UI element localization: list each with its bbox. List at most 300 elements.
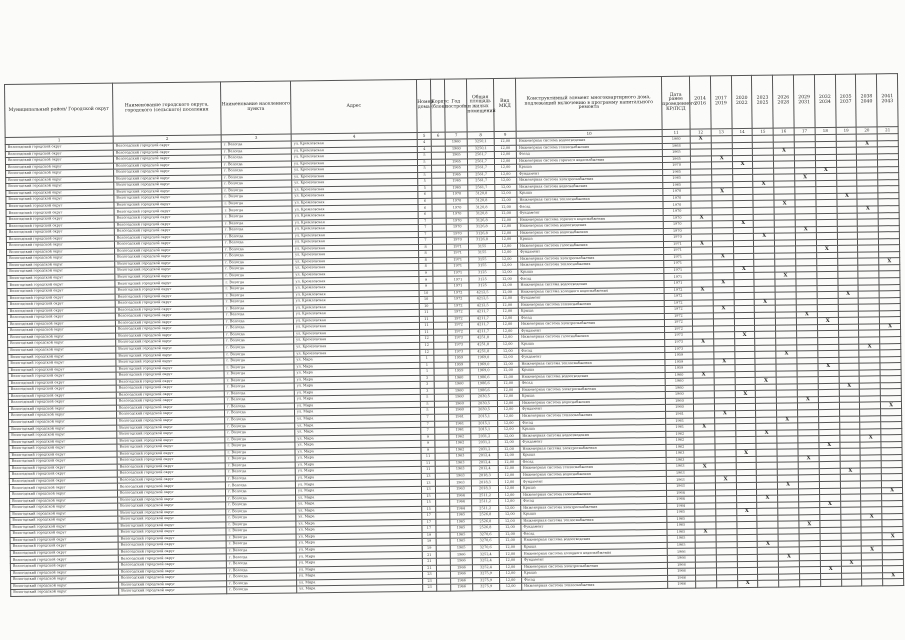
table-cell: Фасад [517,202,663,210]
table-cell: 1960 [445,139,467,146]
table-cell: Вологодский городской округ [9,451,117,459]
table-cell: 1965 [663,182,691,189]
table-cell: Фундамент [521,523,667,531]
period-mark-cell: X [737,581,758,588]
table-cell: 4212,5 [469,302,496,309]
table-cell: ул. Мира [296,519,422,527]
table-cell: 1970 [446,237,468,244]
table-cell: Вологодский городской округ [10,562,118,570]
table-cell: Вологодский городской округ [116,371,224,379]
table-cell: 1972 [447,303,469,310]
table-cell: 3126,8 [468,237,495,244]
column-number-cell: 11 [662,129,690,136]
table-cell: Крыша [520,451,666,459]
table-cell: г. Вологда [224,344,294,351]
table-cell: Вологодский городской округ [115,286,223,294]
table-cell: 10 [419,290,433,297]
table-cell: 1970 [446,198,468,205]
table-cell: Вологодский городской округ [118,561,226,569]
table-cell: Инженерная система водоснабжения [517,228,663,236]
column-number-cell: 16 [773,128,794,135]
column-number-cell: 13 [711,129,732,136]
table-cell: Вологодский городской округ [118,528,226,536]
table-cell: Вологодский городской округ [5,150,113,158]
table-cell: 1959 [448,361,470,368]
table-cell: Фундамент [518,248,664,256]
table-cell: Вологодский городской округ [114,181,222,189]
table-cell: 4251,8 [470,341,497,348]
table-cell: 1960 [665,405,693,412]
table-cell: Вологодский городской округ [114,168,222,176]
table-cell: 2561,7 [467,158,494,165]
table-cell: 1973 [665,339,693,346]
table-cell: 13 [421,473,435,480]
table-cell: Вологодский городской округ [117,436,225,444]
table-cell: 7 [418,231,432,238]
table-cell: 12,00 [497,394,519,401]
table-cell: Вологодский городской округ [115,319,223,327]
table-cell: 2018,3 [471,472,498,479]
period-mark-cell [800,580,821,587]
table-cell: 1965 [445,152,467,159]
table-cell: 12,00 [495,223,517,230]
table-cell: Вологодский городской округ [5,156,113,164]
table-cell: 1972 [664,293,692,300]
table-cell: 12,00 [498,472,520,479]
table-cell: ул. Мира [295,427,421,435]
table-cell: 2526,8 [472,525,499,532]
table-cell: Вологодский городской округ [10,510,118,518]
table-cell: 15 [422,499,436,506]
table-cell: Крыша [519,392,665,400]
table-cell: ул. Кремлевская [291,139,417,147]
table-cell: 9 [421,434,435,441]
table-cell: 2030,5 [470,407,497,414]
table-cell: Фасад [516,150,662,158]
period-mark-cell [883,579,904,586]
table-cell: г. Вологда [226,560,296,567]
table-cell: г. Вологда [225,455,295,462]
table-cell: Вологодский городской округ [11,588,119,596]
table-cell: 1970 [663,215,691,222]
table-cell: 1960 [448,394,470,401]
table-cell: ул. Мира [295,441,421,449]
table-cell: Вологодский городской округ [8,359,116,367]
table-cell: Вологодский городской округ [113,142,221,150]
table-cell: Вологодский городской округ [7,261,115,269]
table-cell: ул. Мира [296,545,422,553]
table-cell: 1963 [449,486,471,493]
table-cell: г. Вологда [227,586,297,593]
table-cell: 3275,9 [472,571,499,578]
table-cell: г. Вологда [222,206,292,213]
table-cell: 3 [420,388,434,395]
period-mark-cell: X [777,416,798,423]
period-mark-cell: X [778,554,799,561]
table-cell: 2031,2 [471,433,498,440]
table-cell: Вологодский городской округ [9,464,117,472]
table-cell: 1966 [667,549,695,556]
period-mark-cell: X [778,482,799,489]
table-cell: 2526,8 [472,518,499,525]
table-cell: г. Вологда [223,252,293,259]
table-cell: Вологодский городской округ [113,148,221,156]
table-cell: Инженерная система горячего водоснабжения [516,156,662,164]
table-cell: Вологодский городской округ [10,549,118,557]
table-cell: Фасад [521,497,667,505]
table-cell: 7 [421,414,435,421]
table-cell: Вологодский городской округ [116,384,224,392]
table-cell: Вологодский городской округ [118,548,226,556]
table-cell: Инженерная система теплоснабжения [517,195,663,203]
table-cell: 1964 [667,503,695,510]
column-header: Корпус (блок) [430,79,445,132]
table-cell: г. Вологда [222,167,292,174]
table-cell: Крыша [517,189,663,197]
table-cell: 12,00 [497,387,519,394]
table-cell: г. Вологда [226,495,296,502]
scanned-table-sheet [4,73,904,636]
capital-repair-table [4,73,904,597]
table-cell: г. Вологда [222,193,292,200]
period-mark-cell: X [861,514,882,521]
table-cell: Вологодский городской округ [117,469,225,477]
table-cell: 1961 [449,414,471,421]
table-cell: 1973 [448,335,470,342]
table-cell: 12,00 [496,302,518,309]
table-cell: г. Вологда [224,364,294,371]
table-cell: 12,00 [494,151,516,158]
table-cell: ул. Мира [296,572,422,580]
table-cell: Вологодский городской округ [10,536,118,544]
column-header: 2020 2022 [731,75,752,128]
table-cell: 8 [418,244,432,251]
table-cell: 1965 [450,525,472,532]
table-cell: Инженерная система водоснабжения [517,182,663,190]
table-cell: 3270,6 [472,544,499,551]
table-cell: 1960 [665,398,693,405]
table-cell: Вологодский городской округ [6,222,114,230]
table-cell: 1972 [447,316,469,323]
table-cell: 12,00 [498,426,520,433]
table-cell: 2018,3 [471,485,498,492]
table-cell: 23 [422,571,436,578]
period-mark-cell: X [796,311,817,318]
table-cell: Вологодский городской округ [6,209,114,217]
table-cell: Вологодский городской округ [115,279,223,287]
table-cell: 1970 [446,204,468,211]
table-cell: 19 [422,545,436,552]
table-cell: 1971 [447,263,469,270]
table-cell: ул. Мира [296,552,422,560]
table-cell: Вологодский городской округ [10,569,118,577]
table-cell: 12,00 [499,524,521,531]
table-cell: г. Вологда [222,180,292,187]
period-mark-cell: X [715,476,736,483]
table-cell: 15 [422,506,436,513]
table-cell: 12,00 [496,295,518,302]
table-cell: Вологодский городской округ [7,287,115,295]
table-cell: 6 [418,205,432,212]
table-cell: 1963 [666,477,694,484]
table-cell: г. Вологда [226,527,296,534]
table-cell: 3126,8 [468,224,495,231]
table-cell: г. Вологда [226,534,296,541]
table-cell: ул. Кремлевская [293,277,419,285]
table-cell: ул. Мира [295,447,421,455]
table-cell: 12,00 [496,256,518,263]
table-cell: 5 [420,395,434,402]
column-header: Дата ранее проведенного КР/ПСД [661,76,690,129]
table-cell: г. Вологда [226,521,296,528]
table-cell: г. Вологда [225,488,295,495]
table-cell: Вологодский городской округ [117,456,225,464]
table-cell: 1969,0 [470,368,497,375]
table-cell: Вологодский городской округ [115,266,223,274]
table-cell: г. Вологда [221,141,291,148]
table-cell: 12,00 [496,289,518,296]
table-cell: Фасад [520,457,666,465]
table-cell: 10 [419,296,433,303]
period-mark-cell: X [883,572,904,579]
table-cell: 2018,3 [471,479,498,486]
table-cell: Вологодский городской округ [8,379,116,387]
table-cell: 21 [422,552,436,559]
table-cell: 1959 [665,359,693,366]
period-mark-cell [841,579,862,586]
table-cell: Вологодский городской округ [9,444,117,452]
table-cell: 1963 [666,470,694,477]
table-cell: 1972 [664,319,692,326]
table-cell: г. Вологда [225,416,295,423]
table-cell: 3270,6 [472,531,499,538]
table-cell: 1965 [450,532,472,539]
period-mark-cell: X [713,306,734,313]
table-cell: Вологодский городской округ [115,299,223,307]
table-cell: Вологодский городской округ [113,161,221,169]
table-cell: Вологодский городской округ [117,482,225,490]
table-cell: г. Вологда [222,233,292,240]
table-cell: Вологодский городской округ [8,340,116,348]
column-number-cell: 2 [113,135,221,143]
table-cell: 1965 [663,169,691,176]
table-cell: ул. Кремлевская [293,283,419,291]
table-cell: 1973 [448,348,470,355]
table-cell: 12,00 [497,374,519,381]
table-cell: ул. Мира [296,506,422,514]
table-cell: 1972 [664,287,692,294]
column-number-cell: 20 [856,127,877,134]
table-cell: 12,00 [498,413,520,420]
table-cell: Фасад [518,274,664,282]
table-cell: г. Вологда [225,468,295,475]
period-mark-cell: X [819,501,840,508]
table-cell: Фундамент [517,169,663,177]
table-cell: 1965 [446,185,468,192]
table-cell: ул. Кремлевская [292,218,418,226]
table-cell: 1986,6 [470,374,497,381]
period-mark-cell: X [755,299,776,306]
table-cell: 5 [418,179,432,186]
column-header: Адрес [290,79,417,134]
table-cell: Инженерная система водоснабжения [519,398,665,406]
table-cell: Вологодский городской округ [7,248,115,256]
table-cell: Вологодский городской округ [114,175,222,183]
period-mark-cell: X [775,272,796,279]
table-cell: Инженерная система теплоснабжения [518,300,664,308]
period-mark-cell: X [816,246,837,253]
table-cell: 12,00 [495,230,517,237]
table-cell: 1972 [448,329,470,336]
table-cell: ул. Кремлевская [293,270,419,278]
period-mark-cell: X [734,332,755,339]
table-cell: ул. Кремлевская [292,179,418,187]
period-mark-cell: X [836,193,857,200]
table-cell: 5 [418,165,432,172]
table-cell: г. Вологда [224,337,294,344]
table-cell: 5 [420,408,434,415]
table-cell: 7 [418,237,432,244]
table-cell: 1964 [667,490,695,497]
table-cell: ул. Мира [295,486,421,494]
table-cell: 1960 [448,375,470,382]
period-mark-cell: X [711,155,732,162]
table-cell: 1969,0 [470,361,497,368]
table-cell: 3275,9 [473,584,500,591]
table-cell: 12 [420,336,434,343]
table-cell: 12,00 [499,518,521,525]
table-cell: ул. Кремлевская [294,342,420,350]
period-mark-cell: X [840,468,861,475]
table-cell: ул. Мира [295,414,421,422]
column-header: 2035 2037 [835,74,856,127]
table-cell: 1966 [668,575,696,582]
table-cell: Вологодский городской округ [10,523,118,531]
table-cell: 1970 [663,188,691,195]
period-mark-cell: X [818,363,839,370]
table-cell: 2012,4 [471,466,498,473]
table-cell: Инженерная система теплоснабжения [520,411,666,419]
table-cell: г. Вологда [222,213,292,220]
column-header: Наименование населенного пункта [220,81,291,135]
table-cell: 1965 [450,512,472,519]
table-cell: г. Вологда [225,449,295,456]
period-mark-cell: X [795,226,816,233]
table-cell: 12,00 [498,459,520,466]
table-cell: ул. Мира [296,565,422,573]
table-cell: Вологодский городской округ [6,215,114,223]
table-cell: 5 [418,185,432,192]
period-mark-cell: X [774,200,795,207]
table-cell: 1962 [666,431,694,438]
table-cell: Вологодский городской округ [115,273,223,281]
table-cell: Вологодский городской округ [114,220,222,228]
table-cell: Вологодский городской округ [119,580,227,588]
table-cell: 12,00 [497,328,519,335]
table-cell: 1965 [450,545,472,552]
table-cell: 7 [421,427,435,434]
table-cell: 1965 [446,165,468,172]
table-cell: Вологодский городской округ [8,366,116,374]
table-cell: Вологодский городской округ [116,338,224,346]
table-cell: Вологодский городской округ [115,260,223,268]
table-cell: Инженерная система теплоснабжения [518,261,664,269]
table-cell: 12,00 [496,250,518,257]
column-header: 2014 2016 [689,76,710,129]
table-cell: 1971 [446,244,468,251]
table-cell: ул. Мира [296,500,422,508]
table-cell: Инженерная система горячего водоснабжения [517,215,663,223]
column-number-cell: 10 [516,129,662,138]
table-cell: 12,00 [496,276,518,283]
table-cell: Вологодский городской округ [10,503,118,511]
column-number-cell: 4 [291,132,417,141]
table-cell: Инженерная система водоотведения [519,372,665,380]
table-cell: 2561,7 [467,152,494,159]
table-cell: ул. Мира [296,558,422,566]
table-cell: г. Вологда [222,187,292,194]
period-mark-cell: X [712,188,733,195]
table-cell: ул. Кремлевская [292,166,418,174]
table-cell: Вологодский городской округ [8,392,116,400]
table-cell: 2030,5 [470,400,497,407]
period-mark-cell [758,580,779,587]
table-cell: Вологодский городской округ [9,418,117,426]
table-cell: ул. Мира [297,578,423,586]
table-cell: 12,00 [499,570,521,577]
table-cell: г. Вологда [223,285,293,292]
table-cell: 2511,2 [472,505,499,512]
column-header: Номер дома [416,79,431,132]
table-cell: Инженерная система теплоснабжения [516,143,662,151]
table-cell: 21 [422,565,436,572]
table-cell: Вологодский городской округ [10,556,118,564]
period-mark-cell: X [756,430,777,437]
table-cell: ул. Мира [294,388,420,396]
table-cell: г. Вологда [225,436,295,443]
table-cell: 7 [421,421,435,428]
table-cell: 12,00 [498,452,520,459]
table-cell: 1962 [666,437,694,444]
table-cell: 1965 [667,529,695,536]
table-cell: Вологодский городской округ [6,241,114,249]
table-cell: 1964 [450,499,472,506]
table-cell: Крыша [521,569,667,577]
column-number-cell: 3 [221,134,291,142]
table-cell: 12,00 [498,439,520,446]
table-cell: Крыша [517,235,663,243]
period-mark-cell: X [754,233,775,240]
table-cell: Фасад [522,575,668,583]
table-cell: Вологодский городской округ [117,450,225,458]
table-cell: Вологодский городской округ [117,423,225,431]
table-cell: 1 [420,355,434,362]
table-cell: Вологодский городской округ [117,489,225,497]
table-cell: ул. Кремлевская [292,198,418,206]
table-cell: Фасад [519,346,665,354]
table-cell: 17 [422,519,436,526]
period-mark-cell: X [732,162,753,169]
table-cell: Вологодский городской округ [6,196,114,204]
table-cell: Фундамент [519,352,665,360]
table-cell: 3120,8 [468,211,495,218]
table-cell: 1966 [667,562,695,569]
table-cell: 19 [422,539,436,546]
period-mark-cell: X [712,253,733,260]
table-cell: 3155 [469,250,496,257]
table-cell: ул. Кремлевская [292,172,418,180]
table-cell: Инженерная система газоснабжения [521,490,667,498]
